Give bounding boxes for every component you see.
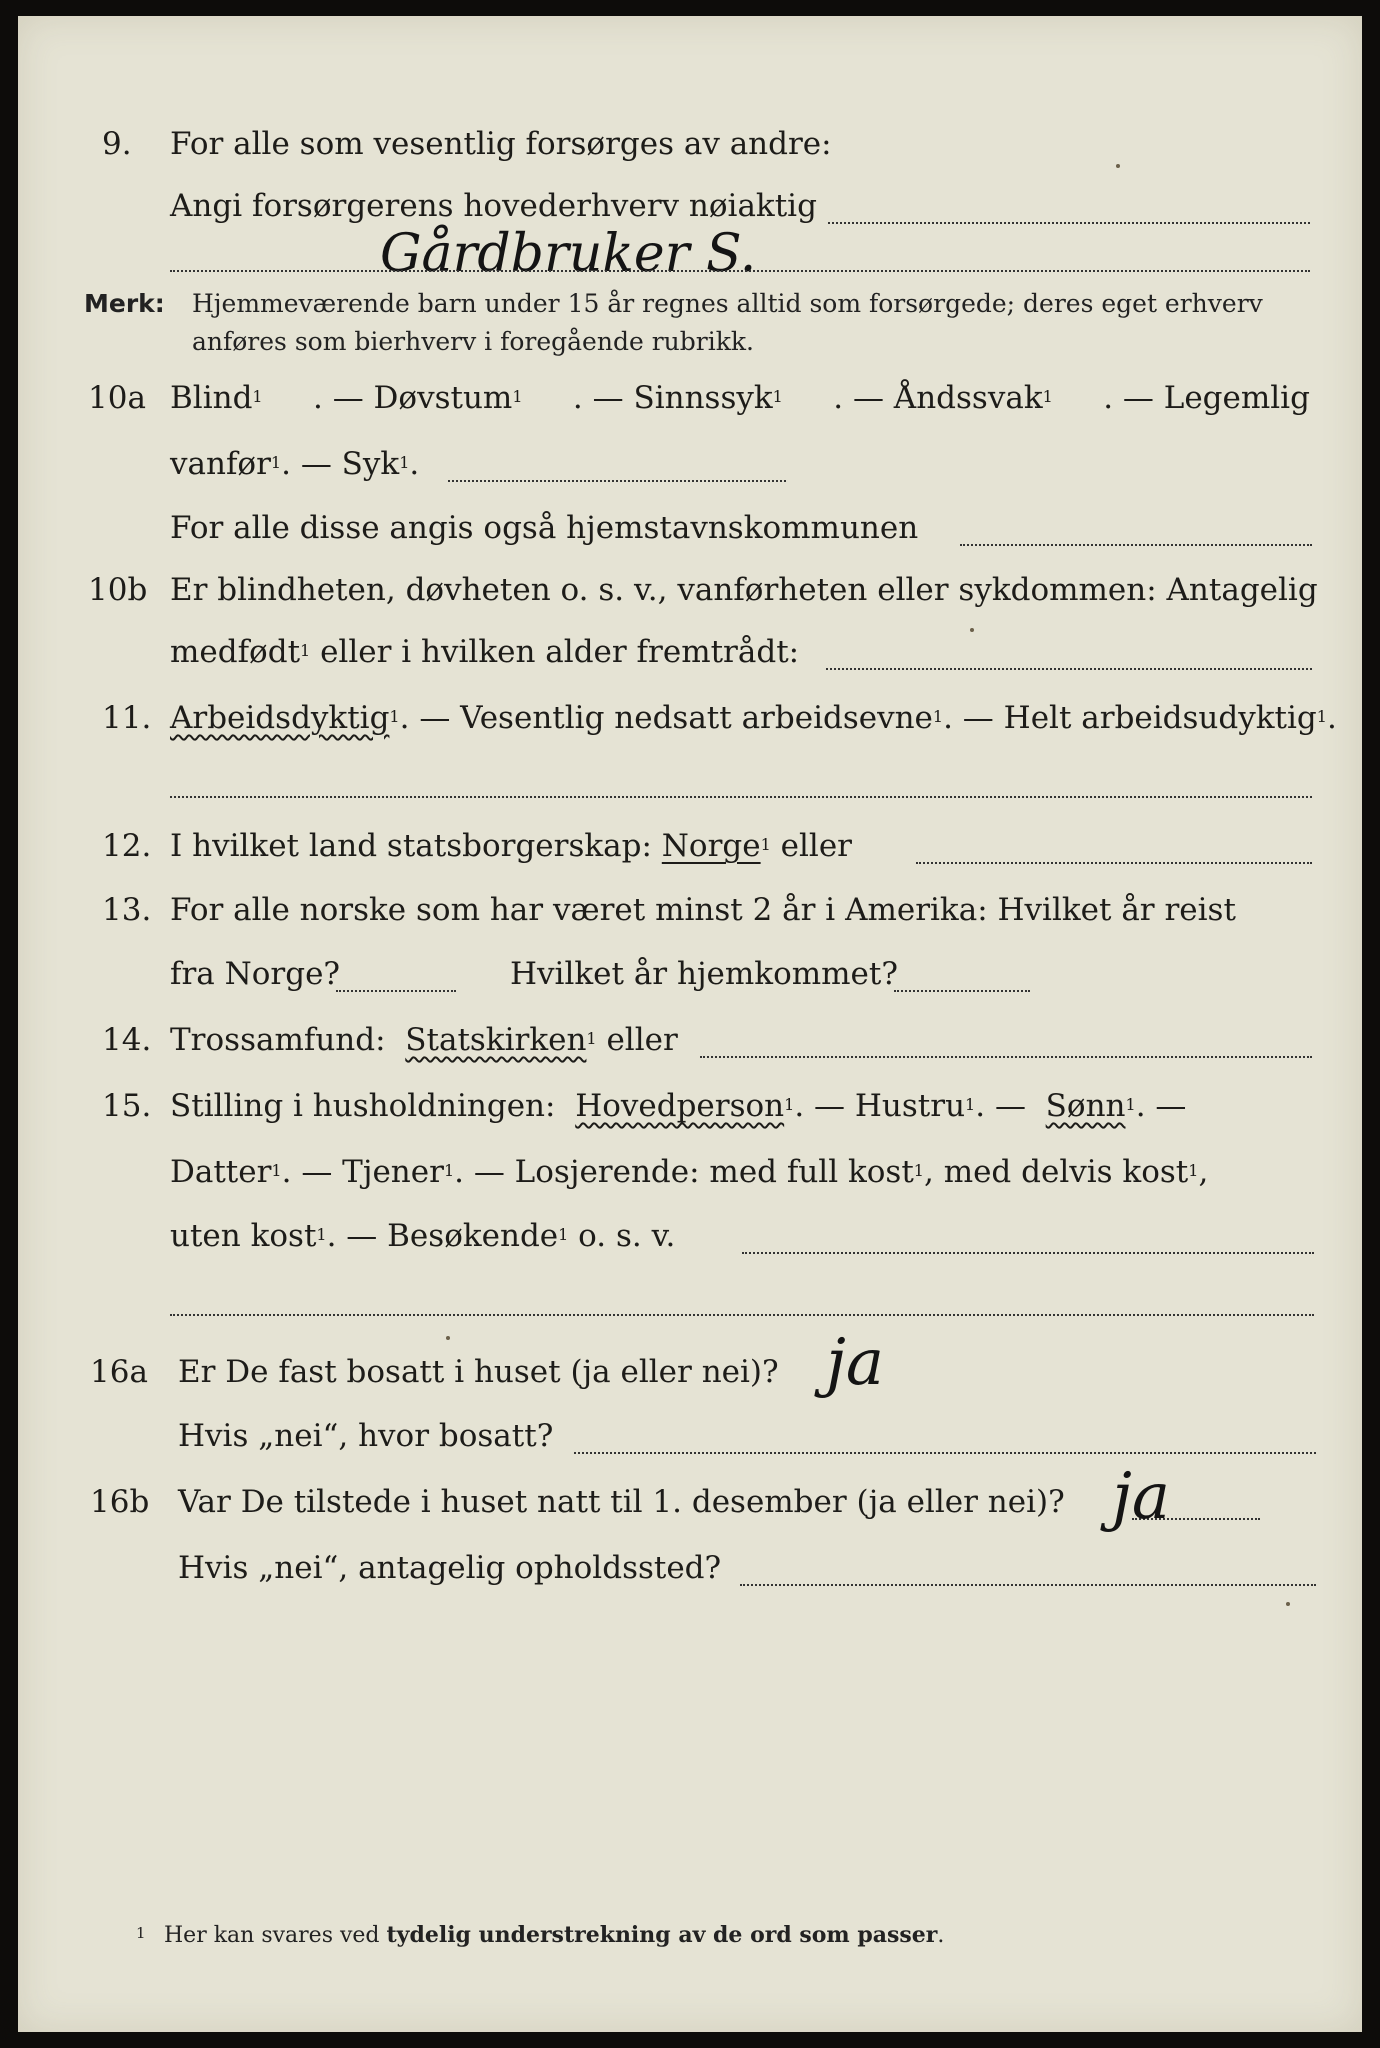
option-uten-kost: uten kost xyxy=(170,1218,317,1254)
q15-dotted-line xyxy=(742,1252,1314,1254)
q14-text xyxy=(170,1022,678,1058)
option-hustru: . — Hustru xyxy=(794,1088,966,1124)
q13-line2 xyxy=(18,952,1362,998)
q12-dotted-line xyxy=(916,862,1312,864)
q10a-number: 10a xyxy=(88,380,146,416)
option-medfodt: medfødt xyxy=(170,634,301,670)
q15-line3 xyxy=(18,1214,1362,1260)
q10a-line3 xyxy=(18,506,1362,552)
q10b-line1 xyxy=(18,568,1362,614)
q15-number: 15. xyxy=(102,1088,152,1124)
q15-line2 xyxy=(18,1150,1362,1196)
sup: 1 xyxy=(913,1161,924,1180)
option-norge-underlined: Norge xyxy=(661,828,761,864)
q16a-dotted-line xyxy=(574,1452,1316,1454)
q14-dotted-line xyxy=(700,1056,1312,1058)
q15-line1 xyxy=(18,1084,1362,1130)
sup: 1 xyxy=(772,387,783,406)
option-andssvak: . — Åndssvak xyxy=(833,380,1043,416)
q12-number: 12. xyxy=(102,828,152,864)
q10b-dotted-line xyxy=(826,668,1312,670)
q9-answer-dotted-line xyxy=(170,270,1310,272)
option-delvis-kost: , med delvis kost xyxy=(923,1154,1189,1190)
q16a-handwritten-answer: ja xyxy=(826,1326,884,1400)
footnote-mark: 1 xyxy=(136,1924,146,1942)
q10b-text-line1: Er blindheten, døvheten o. s. v., vanførheten eller sykdommen: Antagelig xyxy=(170,572,1318,608)
sup: 1 xyxy=(270,453,282,472)
q9-text-line1: For alle som vesentlig forsørges av andre: xyxy=(170,126,832,162)
q16a-text-line2: Hvis „nei“, hvor bosatt? xyxy=(178,1418,554,1454)
q13-reist-label: fra Norge? xyxy=(170,956,341,992)
osv-text: o. s. v. xyxy=(568,1218,676,1254)
q16b-text-line1: Var De tilstede i huset natt til 1. desember (ja eller nei)? xyxy=(178,1484,1065,1520)
eller-text: eller xyxy=(596,1022,678,1058)
comma: , xyxy=(1198,1154,1209,1190)
q16a-text-line1: Er De fast bosatt i huset (ja eller nei)? xyxy=(178,1354,779,1390)
sup: 1 xyxy=(389,707,400,726)
q10a-hjemstavn-dotted-line xyxy=(960,544,1312,546)
q9-number: 9. xyxy=(102,126,132,162)
sup: 1 xyxy=(443,1161,455,1180)
dash: . — xyxy=(975,1088,1026,1124)
sup: 1 xyxy=(586,1029,597,1048)
q10a-line1 xyxy=(18,376,1362,422)
q13-text-line1: For alle norske som har været minst 2 år i Amerika: Hvilket år reist xyxy=(170,892,1236,928)
q16b-handwritten-answer: ja xyxy=(1112,1460,1170,1534)
footnote-text xyxy=(164,1922,944,1948)
option-sonn-underlined: Sønn xyxy=(1045,1088,1126,1124)
sup: 1 xyxy=(271,1161,282,1180)
q14-label: Trossamfund: xyxy=(170,1022,386,1058)
q15-text-line2 xyxy=(170,1154,1208,1190)
q11-number: 11. xyxy=(102,700,152,736)
merk-text-line2: anføres som bierhverv i foregående rubrikk. xyxy=(192,327,754,356)
q13-number: 13. xyxy=(102,892,152,928)
option-udyktig: . — Helt arbeidsudyktig xyxy=(943,700,1317,736)
q15-text-line1 xyxy=(170,1088,1186,1124)
q9-handwritten-answer: Gårdbruker S. xyxy=(380,224,757,284)
option-datter: Datter xyxy=(170,1154,272,1190)
option-vanfor: vanfør xyxy=(170,446,271,482)
sup: 1 xyxy=(784,1095,795,1114)
q11-line1 xyxy=(18,696,1362,742)
q15-text-line3 xyxy=(170,1218,675,1254)
sup: 1 xyxy=(1316,707,1327,726)
paper-speck xyxy=(446,1336,450,1340)
q14-number: 14. xyxy=(102,1022,152,1058)
footnote-period: . xyxy=(937,1923,945,1948)
q9-line1 xyxy=(18,122,1362,168)
sup: 1 xyxy=(399,453,410,472)
sup: 1 xyxy=(252,387,263,406)
merk-line1 xyxy=(18,284,1362,324)
q12-label: I hvilket land statsborgerskap: xyxy=(170,828,652,864)
q16a-line2 xyxy=(18,1414,1362,1460)
q13-line1 xyxy=(18,888,1362,934)
merk-label: Merk: xyxy=(84,289,165,318)
merk-line2 xyxy=(18,322,1362,362)
q9-text-line2: Angi forsørgerens hovederhverv nøiaktig xyxy=(170,188,817,224)
sup: 1 xyxy=(512,387,523,406)
q10b-text-line2 xyxy=(170,634,799,670)
sup: 1 xyxy=(760,835,771,854)
q10a-syk-dotted-line xyxy=(448,480,786,482)
option-legemlig: . — Legemlig xyxy=(1103,380,1310,416)
option-blind: Blind xyxy=(170,380,253,416)
period: . xyxy=(1326,700,1337,736)
q10b-line2 xyxy=(18,630,1362,676)
option-dovstum: . — Døvstum xyxy=(313,380,513,416)
option-syk: . — Syk xyxy=(281,446,400,482)
q13-hjemkommet-label: Hvilket år hjemkommet? xyxy=(510,956,898,992)
footnote-text-bold: tydelig understrekning av de ord som passer xyxy=(386,1922,938,1948)
q15-label: Stilling i husholdningen: xyxy=(170,1088,556,1124)
paper-speck xyxy=(1286,1602,1290,1606)
option-tjener: . — Tjener xyxy=(281,1154,444,1190)
option-besokende: . — Besøkende xyxy=(326,1218,559,1254)
footnote xyxy=(18,1918,1362,1954)
paper-speck xyxy=(1116,164,1120,168)
q16a-line1 xyxy=(18,1350,1362,1396)
option-hovedperson-underlined: Hovedperson xyxy=(575,1088,785,1124)
q10a-options xyxy=(170,380,1310,416)
q11-dotted-line xyxy=(170,796,1312,798)
q10a-line2-text xyxy=(170,446,419,482)
option-arbeidsdyktig-underlined: Arbeidsdyktig xyxy=(170,700,390,736)
sup: 1 xyxy=(965,1095,976,1114)
q16a-number: 16a xyxy=(90,1354,148,1390)
q14-line xyxy=(18,1018,1362,1064)
q16b-number: 16b xyxy=(90,1484,150,1520)
sup: 1 xyxy=(316,1225,327,1244)
alder-text: eller i hvilken alder fremtrådt: xyxy=(310,634,800,670)
eller-text: eller xyxy=(770,828,852,864)
sup: 1 xyxy=(558,1225,569,1244)
paper-speck xyxy=(970,628,974,632)
merk-text-line1: Hjemmeværende barn under 15 år regnes alltid som forsørgede; deres eget erhverv xyxy=(192,289,1263,318)
q13-hjemkommet-dotted-line xyxy=(894,990,1030,992)
q16b-text-line2: Hvis „nei“, antagelig opholdssted? xyxy=(178,1550,722,1586)
q12-line xyxy=(18,824,1362,870)
q15-extra-dotted-line xyxy=(170,1314,1314,1316)
option-statskirken-underlined: Statskirken xyxy=(405,1022,587,1058)
option-sinnssyk: . — Sinnssyk xyxy=(572,380,773,416)
q10a-hjemstavn-text: For alle disse angis også hjemstavnskommunen xyxy=(170,510,919,546)
footnote-text-a: Her kan svares ved xyxy=(164,1923,387,1948)
q10b-number: 10b xyxy=(88,572,148,608)
dash: . — xyxy=(1135,1088,1187,1124)
sup: 1 xyxy=(1188,1161,1199,1180)
q9-dotted-line xyxy=(828,222,1310,224)
census-form-page xyxy=(18,16,1362,2032)
q16b-dotted-line xyxy=(740,1584,1316,1586)
sup: 1 xyxy=(1125,1095,1136,1114)
option-nedsatt: . — Vesentlig nedsatt arbeidsevne xyxy=(399,700,933,736)
option-full-kost: . — Losjerende: med full kost xyxy=(454,1154,914,1190)
sup: 1 xyxy=(1042,387,1053,406)
period: . xyxy=(409,446,420,482)
q11-options xyxy=(170,700,1337,736)
q13-reist-dotted-line xyxy=(336,990,456,992)
sup: 1 xyxy=(300,641,311,660)
q12-text xyxy=(170,828,852,864)
q16b-line2 xyxy=(18,1546,1362,1592)
q10a-line2 xyxy=(18,442,1362,488)
sup: 1 xyxy=(932,707,944,726)
